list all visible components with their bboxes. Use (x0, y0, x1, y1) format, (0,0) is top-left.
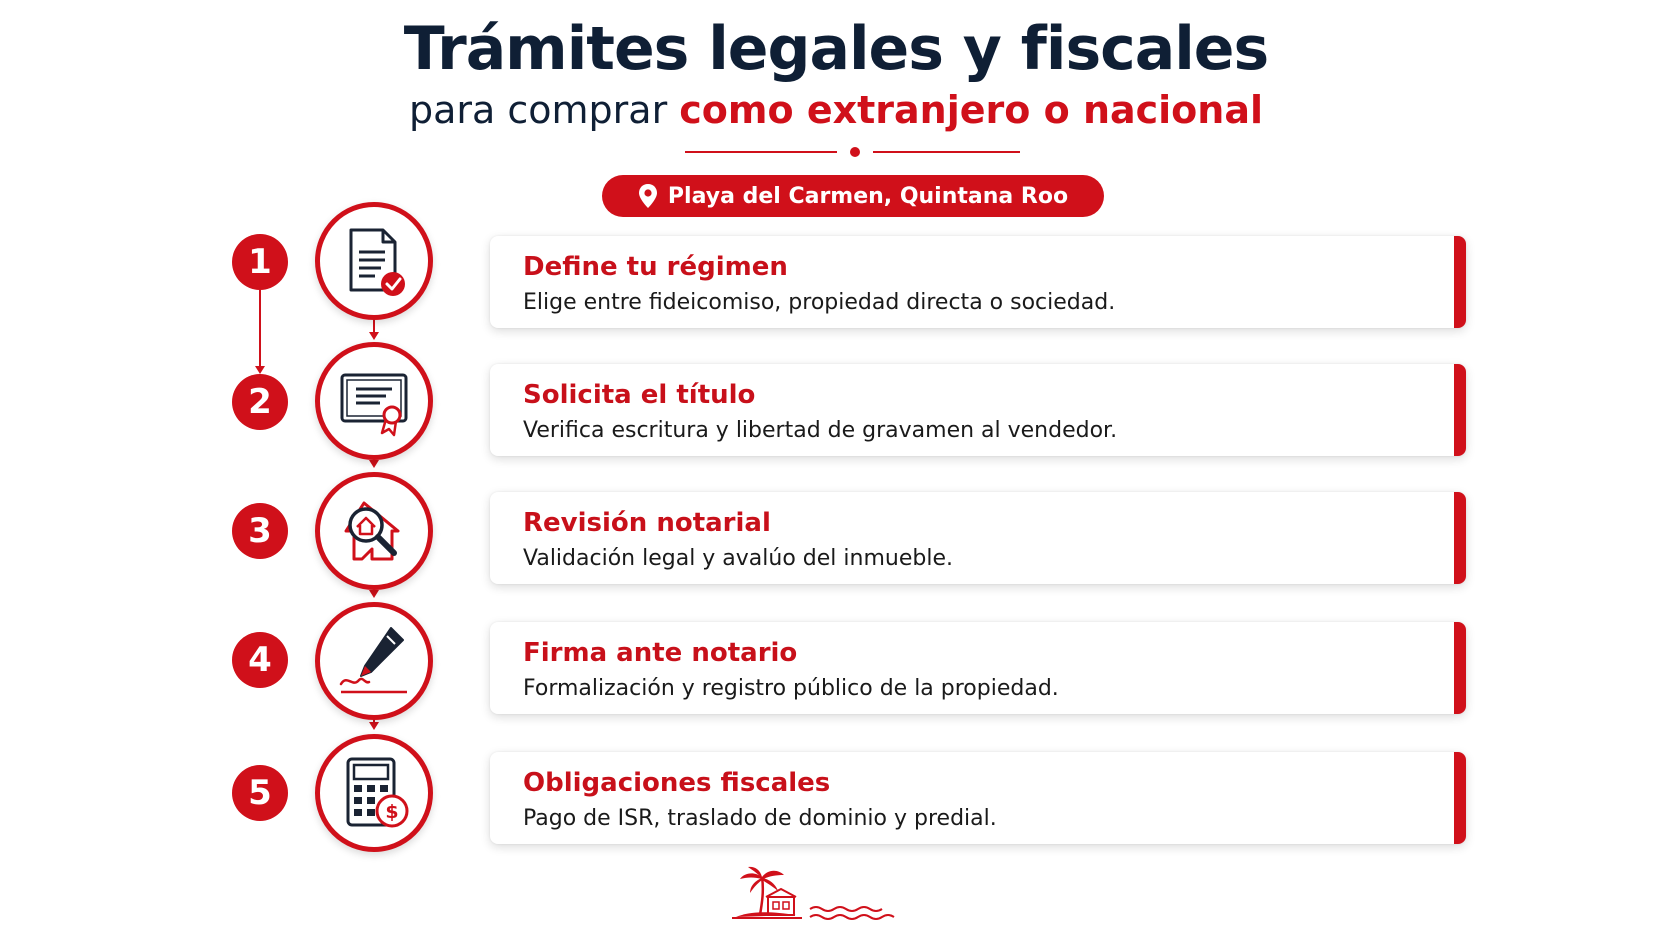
step-title: Firma ante notario (523, 638, 798, 668)
step-card (490, 492, 1466, 584)
step-title: Solicita el título (523, 380, 756, 410)
card-accent-bar (1454, 492, 1466, 584)
step-card (490, 364, 1466, 456)
location-badge (602, 175, 1104, 217)
step-icon-circle (315, 602, 433, 720)
step-icon-circle (315, 734, 433, 852)
page-subtitle (0, 88, 1672, 132)
step-description: Formalización y registro público de la propiedad. (523, 676, 1059, 701)
step-number-badge: 4 (232, 632, 288, 688)
step-icon-circle (315, 342, 433, 460)
subtitle-prefix: para comprar (408, 88, 680, 132)
step-description: Elige entre fideicomiso, propiedad directa o sociedad. (523, 290, 1116, 315)
step-description: Verifica escritura y libertad de gravamen al vendedor. (523, 418, 1118, 443)
step-card (490, 752, 1466, 844)
step-icon-circle (315, 202, 433, 320)
title-divider (0, 146, 1672, 158)
card-accent-bar (1454, 622, 1466, 714)
page-title: Trámites legales y fiscales (403, 14, 1269, 84)
svg-text:$: $ (385, 801, 399, 823)
card-accent-bar (1454, 364, 1466, 456)
step-description: Validación legal y avalúo del inmueble. (523, 546, 953, 571)
fountain-pen-signature-icon (335, 622, 413, 700)
location-label: Playa del Carmen, Quintana Roo (667, 183, 1069, 209)
step-card (490, 236, 1466, 328)
house-magnifier-icon (336, 493, 412, 569)
step-title: Obligaciones fiscales (523, 768, 831, 798)
document-check-icon (337, 224, 411, 298)
palm-beach-logo-icon (730, 865, 910, 925)
calculator-dollar-icon (336, 755, 412, 831)
card-accent-bar (1454, 236, 1466, 328)
step-number-badge: 3 (232, 503, 288, 559)
subtitle-accent: como extranjero o nacional (679, 88, 1264, 132)
step-description: Pago de ISR, traslado de dominio y predial. (523, 806, 997, 831)
step-icon-circle (315, 472, 433, 590)
certificate-icon (336, 363, 412, 439)
card-accent-bar (1454, 752, 1466, 844)
map-pin-icon (638, 183, 658, 209)
step-title: Define tu régimen (523, 252, 788, 282)
step-card (490, 622, 1466, 714)
step-number-badge: 5 (232, 765, 288, 821)
step-title: Revisión notarial (523, 508, 771, 538)
step-number-badge: 2 (232, 374, 288, 430)
step-number-badge: 1 (232, 234, 288, 290)
